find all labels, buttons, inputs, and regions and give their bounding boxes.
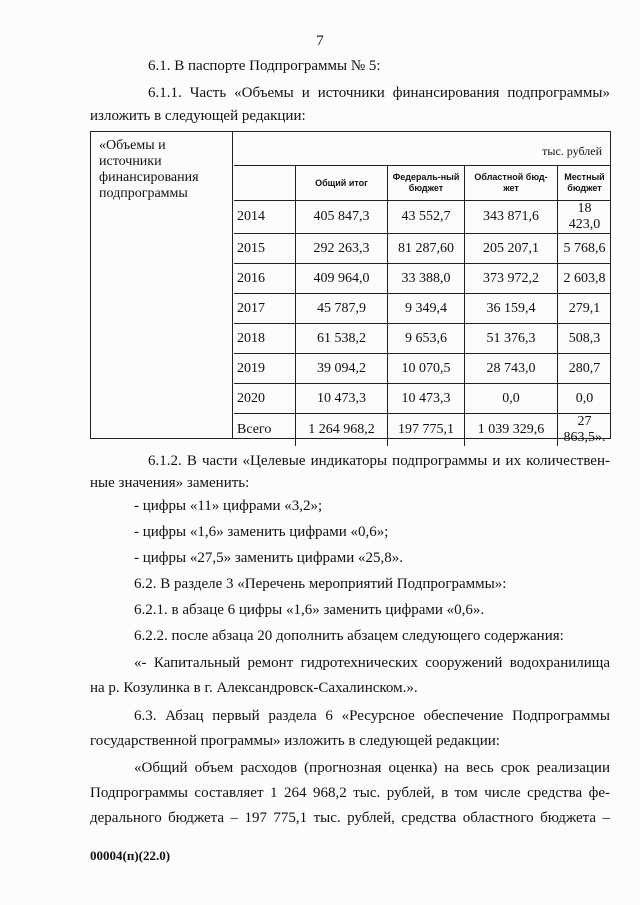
cell-regional: 28 743,0 (465, 354, 558, 384)
page-number: 7 (316, 33, 324, 49)
cell-federal: 9 349,4 (388, 294, 465, 324)
cell-local: 279,1 (558, 294, 612, 324)
cell-total: 39 094,2 (296, 354, 388, 384)
paragraph-last-line3: дерального бюджета – 197 775,1 тыс. рублей, средства областного бюджета – (90, 810, 610, 826)
cell-federal: 10 070,5 (388, 354, 465, 384)
cell-regional: 0,0 (465, 384, 558, 414)
table-row (234, 384, 611, 414)
table-header-row (234, 166, 611, 201)
list-item: - цифры «27,5» заменить цифрами «25,8». (134, 550, 403, 566)
cell-regional: 1 039 329,6 (465, 414, 558, 447)
paragraph-6-2-1: 6.2.1. в абзаце 6 цифры «1,6» заменить цифрами «0,6». (134, 602, 485, 618)
cell-year: 2014 (234, 201, 296, 234)
cell-total: 409 964,0 (296, 264, 388, 294)
header-regional: Областной бюд-жет (465, 166, 558, 201)
paragraph-6-3-line1: 6.3. Абзац первый раздела 6 «Ресурсное обеспечение Подпрограммы (134, 708, 610, 724)
paragraph-6-1-1-line1: 6.1.1. Часть «Объемы и источники финансирования подпрограммы» (148, 85, 610, 101)
cell-federal: 81 287,60 (388, 234, 465, 264)
table-row (234, 234, 611, 264)
table-row (234, 324, 611, 354)
table-row (234, 201, 611, 234)
cell-total: 61 538,2 (296, 324, 388, 354)
cell-total: 10 473,3 (296, 384, 388, 414)
paragraph-last-line1: «Общий объем расходов (прогнозная оценка) на весь срок реализации (134, 760, 610, 776)
units-label: тыс. рублей (234, 132, 610, 166)
cell-total: 405 847,3 (296, 201, 388, 234)
financing-table (90, 131, 611, 445)
cell-federal: 33 388,0 (388, 264, 465, 294)
cell-local: 2 603,8 (558, 264, 612, 294)
cell-year: 2019 (234, 354, 296, 384)
table-total-row (234, 414, 611, 447)
cell-year: 2018 (234, 324, 296, 354)
cell-federal: 9 653,6 (388, 324, 465, 354)
header-federal: Федераль-ный бюджет (388, 166, 465, 201)
cell-local: 280,7 (558, 354, 612, 384)
list-item: - цифры «1,6» заменить цифрами «0,6»; (134, 524, 389, 540)
cell-total: 1 264 968,2 (296, 414, 388, 447)
cell-regional: 205 207,1 (465, 234, 558, 264)
paragraph-6-2: 6.2. В разделе 3 «Перечень мероприятий Подпрограммы»: (134, 576, 507, 592)
cell-regional: 51 376,3 (465, 324, 558, 354)
paragraph-6-1-2-line2: ные значения» заменить: (90, 475, 250, 491)
table-row (234, 294, 611, 324)
paragraph-6-2-2: 6.2.2. после абзаца 20 дополнить абзацем следующего содержания: (134, 628, 564, 644)
header-total: Общий итог (296, 166, 388, 201)
paragraph-6-1-2-line1: 6.1.2. В части «Целевые индикаторы подпрограммы и их количествен- (148, 453, 610, 469)
quote-line1: «- Капитальный ремонт гидротехнических сооружений водохранилища (134, 655, 610, 671)
cell-federal: 197 775,1 (388, 414, 465, 447)
paragraph-6-1-1-line2: изложить в следующей редакции: (90, 108, 306, 124)
cell-local: 0,0 (558, 384, 612, 414)
cell-local: 27 863,5». (558, 414, 612, 447)
cell-year: 2015 (234, 234, 296, 264)
cell-local: 5 768,6 (558, 234, 612, 264)
footer-code: 00004(п)(22.0) (90, 848, 171, 863)
cell-regional: 343 871,6 (465, 201, 558, 234)
paragraph-6-1: 6.1. В паспорте Подпрограммы № 5: (148, 58, 381, 74)
cell-local: 18 423,0 (558, 201, 612, 234)
cell-year: 2020 (234, 384, 296, 414)
cell-year: 2017 (234, 294, 296, 324)
paragraph-6-3-line2: государственной программы» изложить в следующей редакции: (90, 733, 500, 749)
cell-total: 45 787,9 (296, 294, 388, 324)
cell-year: 2016 (234, 264, 296, 294)
table-row (234, 354, 611, 384)
paragraph-last-line2: Подпрограммы составляет 1 264 968,2 тыс. рублей, в том числе средства фе- (90, 785, 610, 801)
header-year (234, 166, 296, 201)
cell-year: Всего (234, 414, 296, 447)
cell-federal: 10 473,3 (388, 384, 465, 414)
cell-regional: 373 972,2 (465, 264, 558, 294)
cell-federal: 43 552,7 (388, 201, 465, 234)
quote-line2: на р. Козулинка в г. Александровск-Сахалинском.». (90, 680, 418, 696)
list-item: - цифры «11» цифрами «3,2»; (134, 498, 323, 514)
financing-data-table (234, 166, 611, 446)
table-label-cell: «Объемы и источники финансирования подпрограммы (91, 132, 233, 438)
cell-total: 292 263,3 (296, 234, 388, 264)
header-local: Местный бюджет (558, 166, 612, 201)
table-row (234, 264, 611, 294)
cell-regional: 36 159,4 (465, 294, 558, 324)
cell-local: 508,3 (558, 324, 612, 354)
